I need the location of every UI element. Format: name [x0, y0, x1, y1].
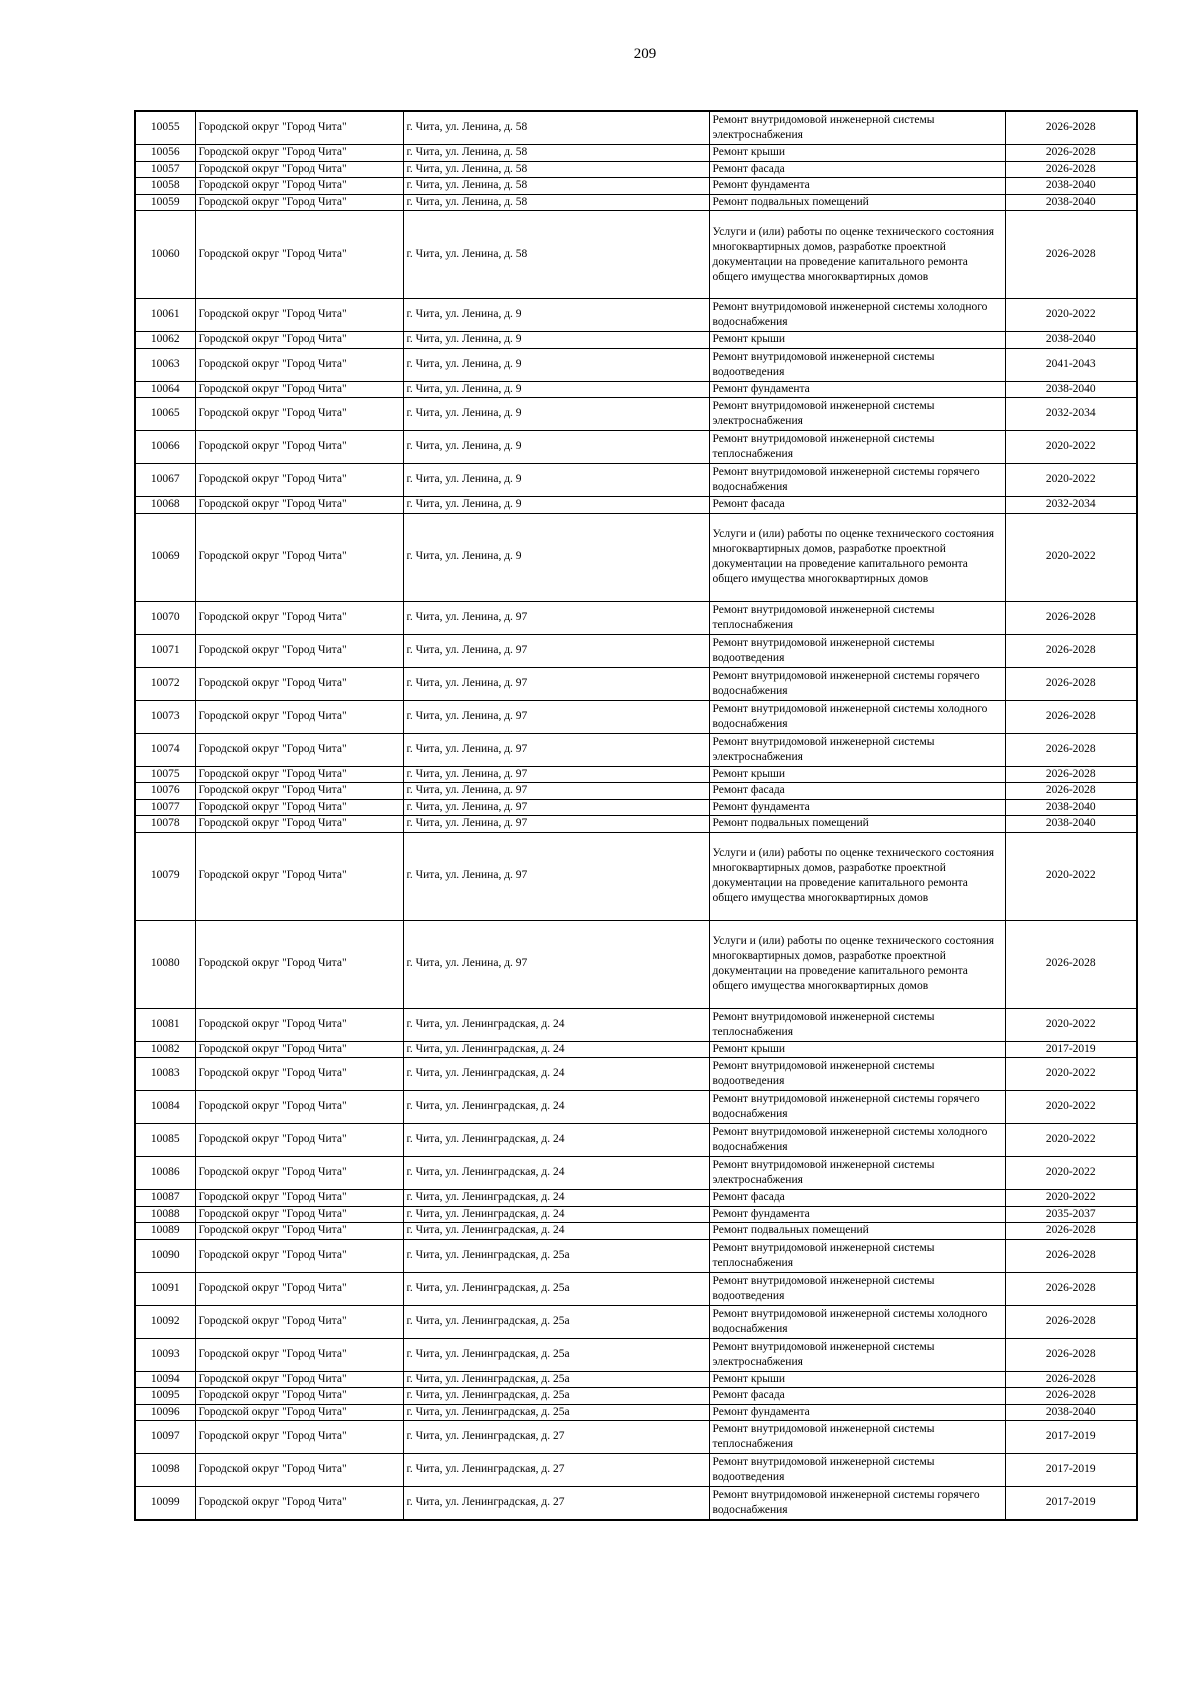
row-number-cell: 10057 [135, 161, 195, 178]
municipality-cell: Городской округ "Город Чита" [195, 348, 403, 381]
row-number-cell: 10068 [135, 497, 195, 514]
period-cell: 2035-2037 [1005, 1206, 1137, 1223]
work-type-cell: Ремонт внутридомовой инженерной системы водоотведения [709, 1272, 1005, 1305]
row-number-cell: 10063 [135, 348, 195, 381]
table-row [135, 211, 1137, 299]
municipality-cell: Городской округ "Город Чита" [195, 799, 403, 816]
table-row [135, 1388, 1137, 1405]
row-number-cell: 10069 [135, 513, 195, 601]
municipality-cell: Городской округ "Город Чита" [195, 1388, 403, 1405]
period-cell: 2026-2028 [1005, 1388, 1137, 1405]
municipality-cell: Городской округ "Город Чита" [195, 464, 403, 497]
table-row [135, 1272, 1137, 1305]
row-number-cell: 10079 [135, 832, 195, 920]
municipality-cell: Городской округ "Город Чита" [195, 1206, 403, 1223]
address-cell: г. Чита, ул. Ленина, д. 9 [403, 431, 709, 464]
work-type-cell: Ремонт подвальных помещений [709, 816, 1005, 833]
work-type-cell: Услуги и (или) работы по оценке технического состояния многоквартирных домов, разработке проектной документации на проведение капитального ремонта общего имущества многоквартирных домов [709, 920, 1005, 1008]
period-cell: 2026-2028 [1005, 700, 1137, 733]
municipality-cell: Городской округ "Город Чита" [195, 1124, 403, 1157]
work-type-cell: Ремонт внутридомовой инженерной системы электроснабжения [709, 1157, 1005, 1190]
municipality-cell: Городской округ "Город Чита" [195, 381, 403, 398]
row-number-cell: 10095 [135, 1388, 195, 1405]
address-cell: г. Чита, ул. Ленина, д. 58 [403, 211, 709, 299]
table-row [135, 799, 1137, 816]
work-type-cell: Ремонт крыши [709, 766, 1005, 783]
period-cell: 2038-2040 [1005, 816, 1137, 833]
work-type-cell: Ремонт подвальных помещений [709, 1223, 1005, 1240]
period-cell: 2020-2022 [1005, 431, 1137, 464]
address-cell: г. Чита, ул. Ленина, д. 97 [403, 601, 709, 634]
row-number-cell: 10072 [135, 667, 195, 700]
period-cell: 2026-2028 [1005, 733, 1137, 766]
address-cell: г. Чита, ул. Ленина, д. 97 [403, 733, 709, 766]
work-type-cell: Ремонт внутридомовой инженерной системы водоотведения [709, 1454, 1005, 1487]
table-row [135, 513, 1137, 601]
table-row [135, 634, 1137, 667]
period-cell: 2020-2022 [1005, 1190, 1137, 1207]
address-cell: г. Чита, ул. Ленинградская, д. 24 [403, 1157, 709, 1190]
address-cell: г. Чита, ул. Ленина, д. 97 [403, 799, 709, 816]
row-number-cell: 10094 [135, 1371, 195, 1388]
municipality-cell: Городской округ "Город Чита" [195, 332, 403, 349]
period-cell: 2026-2028 [1005, 1371, 1137, 1388]
period-cell: 2026-2028 [1005, 145, 1137, 162]
table-row [135, 1157, 1137, 1190]
row-number-cell: 10062 [135, 332, 195, 349]
address-cell: г. Чита, ул. Ленина, д. 9 [403, 348, 709, 381]
municipality-cell: Городской округ "Город Чита" [195, 1157, 403, 1190]
work-type-cell: Ремонт фундамента [709, 1206, 1005, 1223]
municipality-cell: Городской округ "Город Чита" [195, 1421, 403, 1454]
work-type-cell: Ремонт фундамента [709, 1404, 1005, 1421]
address-cell: г. Чита, ул. Ленина, д. 97 [403, 816, 709, 833]
municipality-cell: Городской округ "Город Чита" [195, 1371, 403, 1388]
address-cell: г. Чита, ул. Ленина, д. 97 [403, 766, 709, 783]
municipality-cell: Городской округ "Город Чита" [195, 920, 403, 1008]
row-number-cell: 10097 [135, 1421, 195, 1454]
address-cell: г. Чита, ул. Ленинградская, д. 27 [403, 1421, 709, 1454]
row-number-cell: 10067 [135, 464, 195, 497]
row-number-cell: 10058 [135, 178, 195, 195]
work-type-cell: Ремонт внутридомовой инженерной системы теплоснабжения [709, 1008, 1005, 1041]
address-cell: г. Чита, ул. Ленина, д. 58 [403, 161, 709, 178]
table-row [135, 1041, 1137, 1058]
municipality-cell: Городской округ "Город Чита" [195, 816, 403, 833]
table-row [135, 1239, 1137, 1272]
period-cell: 2020-2022 [1005, 299, 1137, 332]
municipality-cell: Городской округ "Город Чита" [195, 700, 403, 733]
table-row [135, 1454, 1137, 1487]
row-number-cell: 10090 [135, 1239, 195, 1272]
table-row [135, 667, 1137, 700]
table-row [135, 1223, 1137, 1240]
work-type-cell: Услуги и (или) работы по оценке технического состояния многоквартирных домов, разработке проектной документации на проведение капитального ремонта общего имущества многоквартирных домов [709, 211, 1005, 299]
municipality-cell: Городской округ "Город Чита" [195, 601, 403, 634]
period-cell: 2038-2040 [1005, 381, 1137, 398]
municipality-cell: Городской округ "Город Чита" [195, 1091, 403, 1124]
row-number-cell: 10084 [135, 1091, 195, 1124]
work-type-cell: Ремонт внутридомовой инженерной системы водоотведения [709, 1058, 1005, 1091]
address-cell: г. Чита, ул. Ленина, д. 97 [403, 832, 709, 920]
work-type-cell: Ремонт внутридомовой инженерной системы электроснабжения [709, 398, 1005, 431]
municipality-cell: Городской округ "Город Чита" [195, 211, 403, 299]
table-body [135, 111, 1137, 1520]
period-cell: 2026-2028 [1005, 1239, 1137, 1272]
work-type-cell: Ремонт крыши [709, 1041, 1005, 1058]
table-row [135, 111, 1137, 145]
table-row [135, 145, 1137, 162]
address-cell: г. Чита, ул. Ленинградская, д. 25а [403, 1338, 709, 1371]
table-row [135, 464, 1137, 497]
address-cell: г. Чита, ул. Ленина, д. 97 [403, 700, 709, 733]
address-cell: г. Чита, ул. Ленина, д. 9 [403, 299, 709, 332]
municipality-cell: Городской округ "Город Чита" [195, 178, 403, 195]
work-type-cell: Ремонт внутридомовой инженерной системы горячего водоснабжения [709, 1091, 1005, 1124]
table-row [135, 783, 1137, 800]
municipality-cell: Городской округ "Город Чита" [195, 299, 403, 332]
municipality-cell: Городской округ "Город Чита" [195, 161, 403, 178]
work-type-cell: Ремонт подвальных помещений [709, 194, 1005, 211]
period-cell: 2020-2022 [1005, 513, 1137, 601]
table-row [135, 348, 1137, 381]
address-cell: г. Чита, ул. Ленина, д. 9 [403, 464, 709, 497]
municipality-cell: Городской округ "Город Чита" [195, 667, 403, 700]
period-cell: 2017-2019 [1005, 1487, 1137, 1521]
address-cell: г. Чита, ул. Ленина, д. 97 [403, 920, 709, 1008]
table-row [135, 700, 1137, 733]
work-type-cell: Ремонт внутридомовой инженерной системы водоотведения [709, 348, 1005, 381]
row-number-cell: 10065 [135, 398, 195, 431]
address-cell: г. Чита, ул. Ленина, д. 9 [403, 332, 709, 349]
table-row [135, 1421, 1137, 1454]
table-row [135, 1305, 1137, 1338]
table-row [135, 1058, 1137, 1091]
table-row [135, 381, 1137, 398]
municipality-cell: Городской округ "Город Чита" [195, 832, 403, 920]
address-cell: г. Чита, ул. Ленина, д. 9 [403, 497, 709, 514]
work-type-cell: Ремонт внутридомовой инженерной системы электроснабжения [709, 733, 1005, 766]
address-cell: г. Чита, ул. Ленинградская, д. 24 [403, 1041, 709, 1058]
row-number-cell: 10075 [135, 766, 195, 783]
period-cell: 2038-2040 [1005, 332, 1137, 349]
table-row [135, 1404, 1137, 1421]
work-type-cell: Ремонт фасада [709, 161, 1005, 178]
work-type-cell: Ремонт крыши [709, 145, 1005, 162]
period-cell: 2020-2022 [1005, 1157, 1137, 1190]
address-cell: г. Чита, ул. Ленинградская, д. 25а [403, 1371, 709, 1388]
period-cell: 2017-2019 [1005, 1421, 1137, 1454]
page-number: 209 [633, 46, 657, 62]
table-row [135, 161, 1137, 178]
work-type-cell: Ремонт внутридомовой инженерной системы холодного водоснабжения [709, 700, 1005, 733]
work-type-cell: Ремонт внутридомовой инженерной системы теплоснабжения [709, 1239, 1005, 1272]
period-cell: 2020-2022 [1005, 464, 1137, 497]
row-number-cell: 10061 [135, 299, 195, 332]
municipality-cell: Городской округ "Город Чита" [195, 1190, 403, 1207]
row-number-cell: 10077 [135, 799, 195, 816]
address-cell: г. Чита, ул. Ленинградская, д. 24 [403, 1058, 709, 1091]
table-row [135, 178, 1137, 195]
work-type-cell: Ремонт фундамента [709, 381, 1005, 398]
row-number-cell: 10056 [135, 145, 195, 162]
address-cell: г. Чита, ул. Ленинградская, д. 25а [403, 1272, 709, 1305]
table-row [135, 1206, 1137, 1223]
address-cell: г. Чита, ул. Ленина, д. 9 [403, 513, 709, 601]
municipality-cell: Городской округ "Город Чита" [195, 431, 403, 464]
work-type-cell: Ремонт внутридомовой инженерной системы водоотведения [709, 634, 1005, 667]
municipality-cell: Городской округ "Город Чита" [195, 1041, 403, 1058]
work-type-cell: Услуги и (или) работы по оценке технического состояния многоквартирных домов, разработке проектной документации на проведение капитального ремонта общего имущества многоквартирных домов [709, 832, 1005, 920]
row-number-cell: 10070 [135, 601, 195, 634]
table-row [135, 497, 1137, 514]
address-cell: г. Чита, ул. Ленинградская, д. 25а [403, 1239, 709, 1272]
period-cell: 2026-2028 [1005, 920, 1137, 1008]
row-number-cell: 10099 [135, 1487, 195, 1521]
work-type-cell: Ремонт внутридомовой инженерной системы электроснабжения [709, 111, 1005, 145]
work-type-cell: Ремонт внутридомовой инженерной системы теплоснабжения [709, 431, 1005, 464]
address-cell: г. Чита, ул. Ленина, д. 97 [403, 667, 709, 700]
municipality-cell: Городской округ "Город Чита" [195, 194, 403, 211]
row-number-cell: 10076 [135, 783, 195, 800]
work-type-cell: Ремонт внутридомовой инженерной системы горячего водоснабжения [709, 464, 1005, 497]
work-type-cell: Ремонт внутридомовой инженерной системы горячего водоснабжения [709, 1487, 1005, 1521]
period-cell: 2020-2022 [1005, 832, 1137, 920]
municipality-cell: Городской округ "Город Чита" [195, 1008, 403, 1041]
municipality-cell: Городской округ "Город Чита" [195, 783, 403, 800]
address-cell: г. Чита, ул. Ленинградская, д. 25а [403, 1305, 709, 1338]
municipality-cell: Городской округ "Город Чита" [195, 1058, 403, 1091]
row-number-cell: 10073 [135, 700, 195, 733]
address-cell: г. Чита, ул. Ленинградская, д. 27 [403, 1487, 709, 1521]
period-cell: 2026-2028 [1005, 766, 1137, 783]
address-cell: г. Чита, ул. Ленинградская, д. 24 [403, 1091, 709, 1124]
row-number-cell: 10059 [135, 194, 195, 211]
table-row [135, 194, 1137, 211]
work-type-cell: Услуги и (или) работы по оценке технического состояния многоквартирных домов, разработке проектной документации на проведение капитального ремонта общего имущества многоквартирных домов [709, 513, 1005, 601]
row-number-cell: 10087 [135, 1190, 195, 1207]
row-number-cell: 10060 [135, 211, 195, 299]
work-type-cell: Ремонт внутридомовой инженерной системы холодного водоснабжения [709, 299, 1005, 332]
period-cell: 2017-2019 [1005, 1454, 1137, 1487]
municipality-cell: Городской округ "Город Чита" [195, 1239, 403, 1272]
address-cell: г. Чита, ул. Ленинградская, д. 24 [403, 1008, 709, 1041]
row-number-cell: 10089 [135, 1223, 195, 1240]
address-cell: г. Чита, ул. Ленина, д. 97 [403, 634, 709, 667]
row-number-cell: 10096 [135, 1404, 195, 1421]
work-type-cell: Ремонт внутридомовой инженерной системы холодного водоснабжения [709, 1124, 1005, 1157]
work-type-cell: Ремонт фасада [709, 783, 1005, 800]
row-number-cell: 10064 [135, 381, 195, 398]
period-cell: 2026-2028 [1005, 1338, 1137, 1371]
table-row [135, 1487, 1137, 1521]
address-cell: г. Чита, ул. Ленинградская, д. 25а [403, 1404, 709, 1421]
work-type-cell: Ремонт внутридомовой инженерной системы теплоснабжения [709, 601, 1005, 634]
period-cell: 2020-2022 [1005, 1058, 1137, 1091]
period-cell: 2017-2019 [1005, 1041, 1137, 1058]
address-cell: г. Чита, ул. Ленина, д. 58 [403, 145, 709, 162]
period-cell: 2026-2028 [1005, 1223, 1137, 1240]
table-row [135, 299, 1137, 332]
address-cell: г. Чита, ул. Ленинградская, д. 24 [403, 1206, 709, 1223]
row-number-cell: 10083 [135, 1058, 195, 1091]
work-type-cell: Ремонт внутридомовой инженерной системы горячего водоснабжения [709, 667, 1005, 700]
row-number-cell: 10055 [135, 111, 195, 145]
period-cell: 2032-2034 [1005, 398, 1137, 431]
address-cell: г. Чита, ул. Ленинградская, д. 24 [403, 1124, 709, 1157]
table-row [135, 1008, 1137, 1041]
address-cell: г. Чита, ул. Ленина, д. 58 [403, 178, 709, 195]
period-cell: 2026-2028 [1005, 161, 1137, 178]
work-type-cell: Ремонт фундамента [709, 799, 1005, 816]
row-number-cell: 10088 [135, 1206, 195, 1223]
row-number-cell: 10074 [135, 733, 195, 766]
period-cell: 2026-2028 [1005, 634, 1137, 667]
address-cell: г. Чита, ул. Ленинградская, д. 24 [403, 1190, 709, 1207]
municipality-cell: Городской округ "Город Чита" [195, 398, 403, 431]
table-row [135, 832, 1137, 920]
work-type-cell: Ремонт фундамента [709, 178, 1005, 195]
table-row [135, 332, 1137, 349]
municipality-cell: Городской округ "Город Чита" [195, 497, 403, 514]
table-row [135, 816, 1137, 833]
municipality-cell: Городской округ "Город Чита" [195, 766, 403, 783]
row-number-cell: 10082 [135, 1041, 195, 1058]
work-type-cell: Ремонт фасада [709, 1190, 1005, 1207]
row-number-cell: 10081 [135, 1008, 195, 1041]
row-number-cell: 10098 [135, 1454, 195, 1487]
row-number-cell: 10091 [135, 1272, 195, 1305]
table-row [135, 920, 1137, 1008]
work-type-cell: Ремонт внутридомовой инженерной системы электроснабжения [709, 1338, 1005, 1371]
municipality-cell: Городской округ "Город Чита" [195, 1338, 403, 1371]
municipality-cell: Городской округ "Город Чита" [195, 1487, 403, 1521]
row-number-cell: 10080 [135, 920, 195, 1008]
table-row [135, 1124, 1137, 1157]
address-cell: г. Чита, ул. Ленинградская, д. 25а [403, 1388, 709, 1405]
work-type-cell: Ремонт крыши [709, 332, 1005, 349]
repair-program-table [134, 110, 1138, 1521]
table-row [135, 1338, 1137, 1371]
table-row [135, 1091, 1137, 1124]
municipality-cell: Городской округ "Город Чита" [195, 1404, 403, 1421]
period-cell: 2026-2028 [1005, 601, 1137, 634]
work-type-cell: Ремонт внутридомовой инженерной системы холодного водоснабжения [709, 1305, 1005, 1338]
work-type-cell: Ремонт фасада [709, 497, 1005, 514]
table-row [135, 733, 1137, 766]
table-row [135, 1371, 1137, 1388]
table-row [135, 601, 1137, 634]
address-cell: г. Чита, ул. Ленина, д. 58 [403, 111, 709, 145]
period-cell: 2038-2040 [1005, 799, 1137, 816]
row-number-cell: 10085 [135, 1124, 195, 1157]
period-cell: 2026-2028 [1005, 783, 1137, 800]
municipality-cell: Городской округ "Город Чита" [195, 1272, 403, 1305]
row-number-cell: 10093 [135, 1338, 195, 1371]
municipality-cell: Городской округ "Город Чита" [195, 1223, 403, 1240]
period-cell: 2026-2028 [1005, 667, 1137, 700]
period-cell: 2041-2043 [1005, 348, 1137, 381]
address-cell: г. Чита, ул. Ленина, д. 58 [403, 194, 709, 211]
period-cell: 2038-2040 [1005, 1404, 1137, 1421]
row-number-cell: 10066 [135, 431, 195, 464]
table-row [135, 766, 1137, 783]
period-cell: 2020-2022 [1005, 1091, 1137, 1124]
municipality-cell: Городской округ "Город Чита" [195, 1454, 403, 1487]
municipality-cell: Городской округ "Город Чита" [195, 145, 403, 162]
address-cell: г. Чита, ул. Ленина, д. 97 [403, 783, 709, 800]
table-row [135, 398, 1137, 431]
row-number-cell: 10086 [135, 1157, 195, 1190]
municipality-cell: Городской округ "Город Чита" [195, 513, 403, 601]
table-row [135, 1190, 1137, 1207]
address-cell: г. Чита, ул. Ленинградская, д. 24 [403, 1223, 709, 1240]
period-cell: 2020-2022 [1005, 1124, 1137, 1157]
period-cell: 2026-2028 [1005, 1272, 1137, 1305]
work-type-cell: Ремонт фасада [709, 1388, 1005, 1405]
municipality-cell: Городской округ "Город Чита" [195, 1305, 403, 1338]
period-cell: 2038-2040 [1005, 194, 1137, 211]
period-cell: 2032-2034 [1005, 497, 1137, 514]
table-row [135, 431, 1137, 464]
period-cell: 2026-2028 [1005, 211, 1137, 299]
municipality-cell: Городской округ "Город Чита" [195, 733, 403, 766]
address-cell: г. Чита, ул. Ленина, д. 9 [403, 381, 709, 398]
address-cell: г. Чита, ул. Ленина, д. 9 [403, 398, 709, 431]
municipality-cell: Городской округ "Город Чита" [195, 111, 403, 145]
municipality-cell: Городской округ "Город Чита" [195, 634, 403, 667]
row-number-cell: 10078 [135, 816, 195, 833]
address-cell: г. Чита, ул. Ленинградская, д. 27 [403, 1454, 709, 1487]
work-type-cell: Ремонт крыши [709, 1371, 1005, 1388]
period-cell: 2026-2028 [1005, 111, 1137, 145]
work-type-cell: Ремонт внутридомовой инженерной системы теплоснабжения [709, 1421, 1005, 1454]
row-number-cell: 10071 [135, 634, 195, 667]
period-cell: 2026-2028 [1005, 1305, 1137, 1338]
period-cell: 2038-2040 [1005, 178, 1137, 195]
period-cell: 2020-2022 [1005, 1008, 1137, 1041]
row-number-cell: 10092 [135, 1305, 195, 1338]
